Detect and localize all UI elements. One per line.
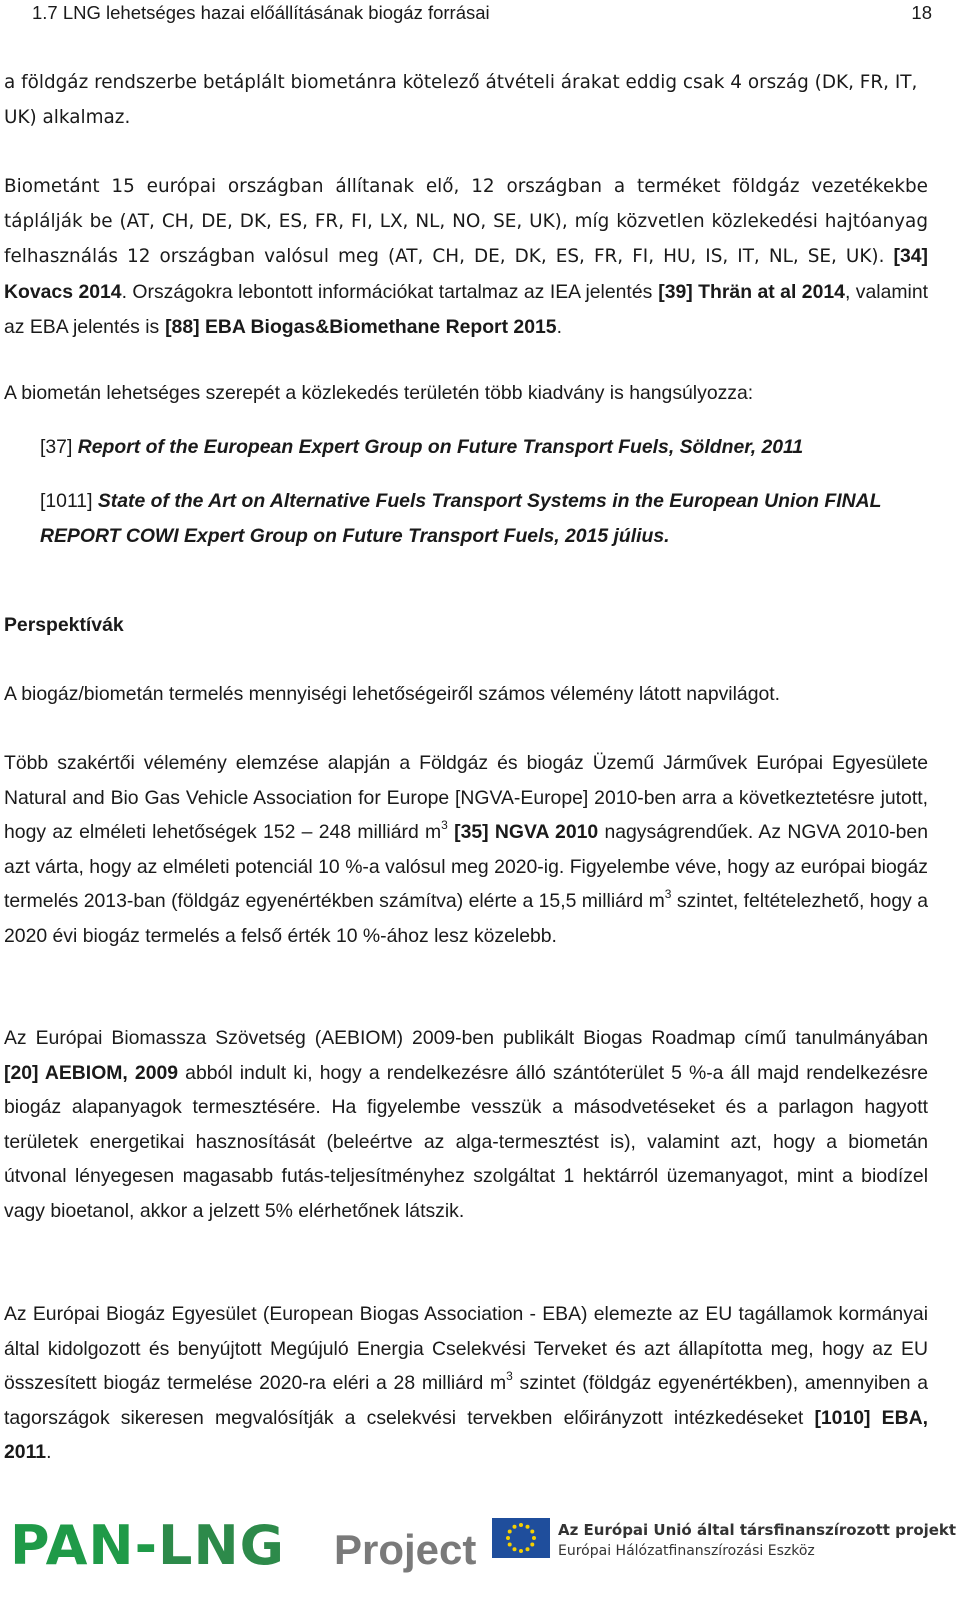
citation: [1010] EBA, 2011	[4, 1406, 928, 1464]
reference-37: [37] Report of the European Expert Group on Future Transport Fuels, Söldner, 2011	[40, 436, 804, 458]
citation: [88] EBA Biogas&Biomethane Report 2015	[165, 316, 557, 339]
running-header	[32, 0, 932, 26]
paragraph-6: Az Európai Biomassza Szövetség (AEBIOM) 2009-ben publikált Biogas Roadmap című tanulmányában [20] AEBIOM, 2009 abból indult ki, hogy a rendelkezésre álló szántóterület 5 %-a áll majd rendelkezésre biogáz alapanyagok termesztésére. Ha figyelembe vesszük a másodvetéseket és a parlagon hagyott területek energetikai hasznosítását (beleértve az alga-termesztést is), valamint azt, hogy a biometán útvonal lényegesen magasabb futás-teljesítményhez szolgáltat 1 hektárról üzemanyagot, mint a biodízel vagy bioetanol, akkor a jelzett 5% elérhetőnek látszik.	[4, 1027, 929, 1222]
paragraph-1: a földgáz rendszerbe betáplált biometánra kötelező átvételi árakat eddig csak 4 ország (DK, FR, IT, UK) alkalmaz.	[4, 72, 918, 128]
reference-1011: [1011] State of the Art on Alternative Fuels Transport Systems in the European Union FINAL REPORT COWI Expert Group on Future Transport Fuels, 2015 július.	[40, 490, 882, 547]
paragraph-4: A biogáz/biometán termelés mennyiségi lehetőségeiről számos vélemény látott napvilágot.	[4, 683, 781, 705]
paragraph-5: Több szakértői vélemény elemzése alapján a Földgáz és biogáz Üzemű Járművek Európai Egyesülete Natural and Bio Gas Vehicle Association for Europe [NGVA-Europe] 2010-ben arra a következtetésre jutott, hogy az elméleti lehetőségek 152 – 248 milliárd $m^3$ [35] NGVA 2010 nagyságrendűek. Az NGVA 2010-ben azt várta, hogy az elméleti potenciál 10 %-a valósul meg 2020-ig. Figyelembe véve, hogy az európai biogáz termelés 2013-ban (földgáz egyenértékben számítva) elérte a 15,5 milliárd $m^3$ szintet, feltételezhető, hogy a 2020 évi biogáz termelés a felső érték 10 %-ához lesz közelebb.	[4, 752, 928, 947]
citation: [20] AEBIOM, 2009	[4, 1061, 179, 1084]
citation: [39] Thrän at al 2014	[658, 280, 845, 303]
eu-funding-notice: Az Európai Unió által társfinanszírozott projekt Európai Hálózatfinanszírozási Eszköz	[558, 1521, 957, 1559]
section-title: 1.7 LNG lehetséges hazai előállításának biogáz forrásai	[32, 2, 490, 23]
paragraph-3: A biometán lehetséges szerepét a közlekedés területén több kiadvány is hangsúlyozza:	[4, 382, 754, 404]
page-footer	[0, 1500, 960, 1614]
eu-flag-icon	[492, 1518, 550, 1558]
citation: [35] NGVA 2010	[454, 821, 599, 844]
section-heading: Perspektívák	[4, 614, 124, 636]
paragraph-2: Biometánt 15 európai országban állítanak elő, 12 országban a terméket földgáz vezetékekbe táplálják be (AT, CH, DE, DK, ES, FR, FI, LX, NL, NO, SE, UK), míg közvetlen közlekedési hajtóanyag felhasználás 12 országban valósul meg (AT, CH, DE, DK, ES, FR, FI, HU, IS, IT, NL, SE, UK). [34] Kovacs 2014. Országokra lebontott információkat tartalmaz az IEA jelentés [39] Thrän at al 2014, valamint az EBA jelentés is [88] EBA Biogas&Biomethane Report 2015.	[4, 176, 928, 339]
citation: [34] Kovacs 2014	[4, 245, 928, 303]
paragraph-7: Az Európai Biogáz Egyesület (European Biogas Association - EBA) elemezte az EU tagállamok kormányai által kidolgozott és benyújtott Megújuló Energia Cselekvési Terveket és azt állapította meg, hogy az EU összesített biogáz termelése 2020-ra eléri a 28 milliárd $m^3$ szintet (földgáz egyenértékben), amennyiben a tagországok sikeresen megvalósítják a cselekvési tervekben előirányzott intézkedéseket [1010] EBA, 2011.	[4, 1303, 929, 1464]
pan-lng-project-logo: PAN-LNG Project	[10, 1514, 477, 1577]
page-number: 18	[911, 2, 932, 23]
logo-project-word: Project	[334, 1526, 477, 1573]
